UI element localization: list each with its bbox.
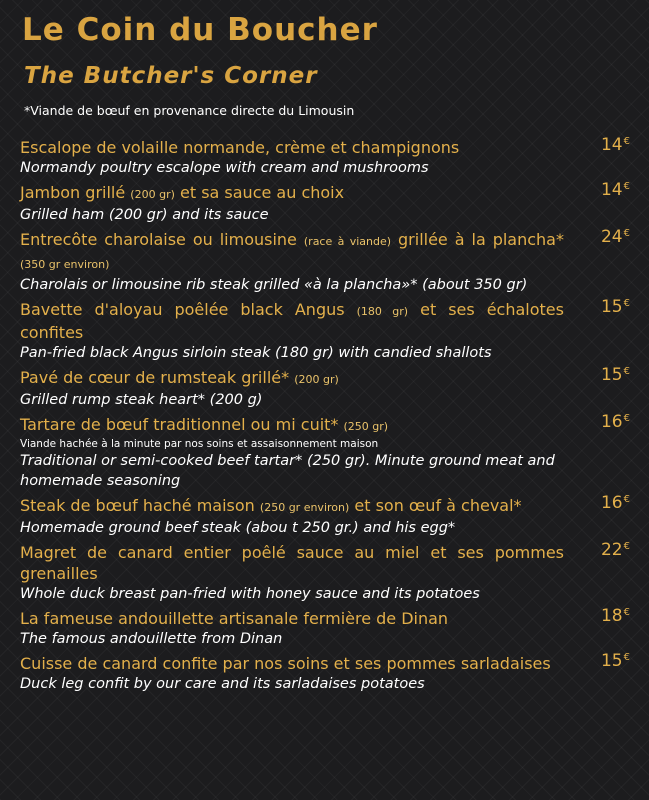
item-price: 18€ bbox=[600, 606, 630, 626]
item-price: 14€ bbox=[600, 180, 630, 200]
item-name-en: Grilled ham (200 gr) and its sauce bbox=[20, 207, 269, 223]
menu-item bbox=[20, 367, 634, 410]
menu-item bbox=[20, 542, 634, 604]
euro-sign: € bbox=[623, 298, 630, 309]
item-name-fr: Pavé de cœur de rumsteak grillé* (200 gr) bbox=[20, 368, 339, 387]
item-name-en: Grilled rump steak heart* (200 g) bbox=[20, 392, 263, 408]
item-weight: (200 gr) bbox=[294, 373, 339, 386]
item-weight: (250 gr) bbox=[343, 420, 389, 433]
item-name-en: Traditional or semi-cooked beef tartar* (250 gr). Minute ground meat and homemade seasoning bbox=[20, 453, 555, 489]
item-weight: (race à viande) bbox=[303, 235, 392, 248]
menu-item bbox=[20, 414, 634, 491]
item-price: 15€ bbox=[600, 297, 630, 317]
item-weight: (180 gr) bbox=[356, 305, 409, 318]
item-name-en: Pan-fried black Angus sirloin steak (180 gr) with candied shallots bbox=[20, 345, 492, 361]
menu-item bbox=[20, 182, 634, 225]
item-name-en: Whole duck breast pan-fried with honey sauce and its potatoes bbox=[20, 586, 480, 602]
item-name-fr: Steak de bœuf haché maison (250 gr environ) et son œuf à cheval* bbox=[20, 496, 522, 515]
menu-item bbox=[20, 299, 634, 363]
menu-item bbox=[20, 653, 634, 694]
item-price: 15€ bbox=[600, 365, 630, 385]
item-name-en: Duck leg confit by our care and its sarladaises potatoes bbox=[20, 676, 425, 692]
euro-sign: € bbox=[623, 366, 630, 377]
euro-sign: € bbox=[623, 136, 630, 147]
item-weight: (200 gr) bbox=[130, 188, 175, 201]
euro-sign: € bbox=[623, 228, 630, 239]
menu-list bbox=[20, 137, 634, 698]
euro-sign: € bbox=[623, 413, 630, 424]
item-weight-note: (350 gr environ) bbox=[20, 258, 110, 271]
euro-sign: € bbox=[623, 494, 630, 505]
item-name-fr: Bavette d'aloyau poêlée black Angus (180 gr) et ses échalotes confites bbox=[20, 300, 564, 342]
item-name-fr: Magret de canard entier poêlé sauce au miel et ses pommes grenailles bbox=[20, 543, 564, 583]
item-name-en: The famous andouillette from Dinan bbox=[20, 631, 283, 647]
item-name-en: Charolais or limousine rib steak grilled «à la plancha»* (about 350 gr) bbox=[20, 277, 528, 293]
euro-sign: € bbox=[623, 652, 630, 663]
item-price: 22€ bbox=[600, 540, 630, 560]
item-name-en: Homemade ground beef steak (abou t 250 gr.) and his egg* bbox=[20, 520, 456, 536]
menu-item bbox=[20, 229, 634, 295]
menu-title: Le Coin du Boucher bbox=[22, 12, 378, 48]
item-price: 16€ bbox=[600, 493, 630, 513]
menu-item bbox=[20, 137, 634, 178]
item-name-fr: La fameuse andouillette artisanale fermière de Dinan bbox=[20, 609, 449, 628]
item-weight: (250 gr environ) bbox=[259, 501, 350, 514]
euro-sign: € bbox=[623, 607, 630, 618]
menu-item bbox=[20, 608, 634, 649]
item-detail-fr: Viande hachée à la minute par nos soins et assaisonnement maison bbox=[20, 438, 379, 450]
item-name-fr: Jambon grillé (200 gr) et sa sauce au choix bbox=[20, 183, 345, 202]
item-name-fr: Escalope de volaille normande, crème et champignons bbox=[20, 138, 460, 157]
item-price: 16€ bbox=[600, 412, 630, 432]
menu-subtitle: The Butcher's Corner bbox=[24, 63, 318, 89]
euro-sign: € bbox=[623, 181, 630, 192]
item-name-fr: Entrecôte charolaise ou limousine (race à viande) grillée à la plancha* (350 gr environ) bbox=[20, 230, 564, 271]
item-name-en: Normandy poultry escalope with cream and mushrooms bbox=[20, 160, 429, 176]
origin-note: *Viande de bœuf en provenance directe du Limousin bbox=[24, 103, 355, 118]
menu-item bbox=[20, 495, 634, 538]
item-name-fr: Cuisse de canard confite par nos soins et ses pommes sarladaises bbox=[20, 654, 551, 673]
item-name-fr: Tartare de bœuf traditionnel ou mi cuit* (250 gr) bbox=[20, 415, 389, 434]
item-price: 15€ bbox=[600, 651, 630, 671]
item-price: 24€ bbox=[600, 227, 630, 247]
item-price: 14€ bbox=[600, 135, 630, 155]
euro-sign: € bbox=[623, 541, 630, 552]
